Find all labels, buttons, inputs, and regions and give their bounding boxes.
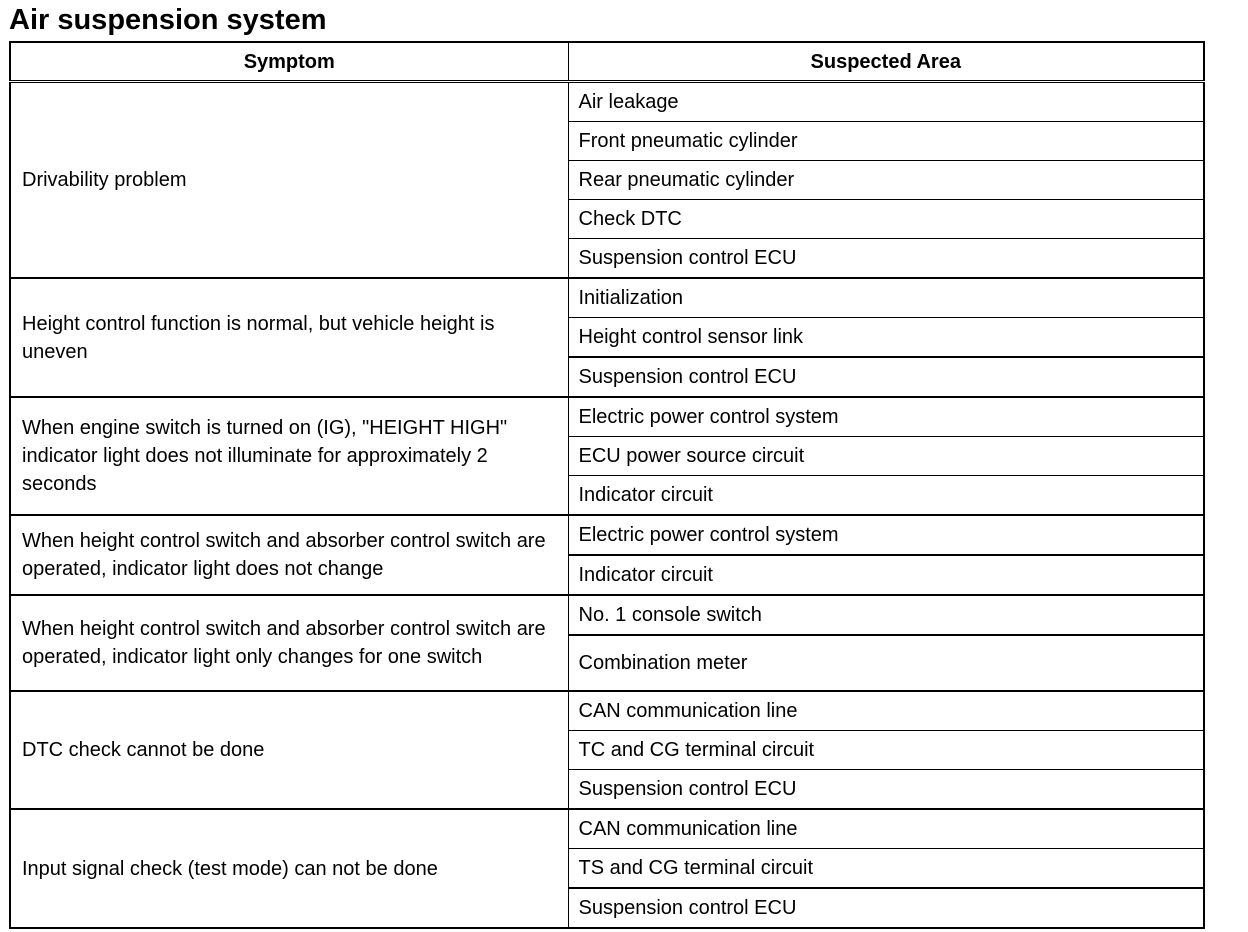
symptom-cell: Height control function is normal, but vehicle height is uneven xyxy=(10,278,568,397)
symptom-cell: Input signal check (test mode) can not be done xyxy=(10,809,568,928)
suspected-area-cell: CAN communication line xyxy=(568,691,1204,731)
table-row xyxy=(10,809,1204,849)
symptom-cell: Drivability problem xyxy=(10,82,568,279)
table-row xyxy=(10,278,1204,318)
suspected-area-cell: Height control sensor link xyxy=(568,318,1204,358)
suspected-area-cell: TS and CG terminal circuit xyxy=(568,849,1204,889)
suspected-area-cell: Electric power control system xyxy=(568,397,1204,437)
page-title: Air suspension system xyxy=(9,4,327,36)
suspected-area-cell: No. 1 console switch xyxy=(568,595,1204,635)
suspected-area-cell: Rear pneumatic cylinder xyxy=(568,161,1204,200)
symptom-cell: DTC check cannot be done xyxy=(10,691,568,809)
suspected-area-cell: Initialization xyxy=(568,278,1204,318)
suspected-area-cell: Front pneumatic cylinder xyxy=(568,122,1204,161)
header-row xyxy=(10,42,1204,82)
table-row xyxy=(10,691,1204,731)
suspected-area-cell: Suspension control ECU xyxy=(568,357,1204,397)
suspected-area-cell: Suspension control ECU xyxy=(568,239,1204,279)
suspected-area-column-header: Suspected Area xyxy=(568,42,1204,82)
suspected-area-cell: Air leakage xyxy=(568,82,1204,122)
suspected-area-cell: CAN communication line xyxy=(568,809,1204,849)
problem-symptoms-table xyxy=(9,41,1205,929)
suspected-area-cell: Suspension control ECU xyxy=(568,888,1204,928)
table-row xyxy=(10,82,1204,122)
table-row xyxy=(10,397,1204,437)
symptom-cell: When engine switch is turned on (IG), "HEIGHT HIGH" indicator light does not illuminate for approximately 2 seconds xyxy=(10,397,568,515)
suspected-area-cell: ECU power source circuit xyxy=(568,437,1204,476)
suspected-area-cell: TC and CG terminal circuit xyxy=(568,731,1204,770)
table-row xyxy=(10,595,1204,635)
suspected-area-cell: Suspension control ECU xyxy=(568,770,1204,810)
symptom-cell: When height control switch and absorber control switch are operated, indicator light only changes for one switch xyxy=(10,595,568,691)
symptom-cell: When height control switch and absorber control switch are operated, indicator light does not change xyxy=(10,515,568,595)
table-row xyxy=(10,515,1204,555)
suspected-area-cell: Indicator circuit xyxy=(568,555,1204,595)
suspected-area-cell: Electric power control system xyxy=(568,515,1204,555)
suspected-area-cell: Combination meter xyxy=(568,635,1204,691)
suspected-area-cell: Indicator circuit xyxy=(568,476,1204,516)
symptom-column-header: Symptom xyxy=(10,42,568,82)
suspected-area-cell: Check DTC xyxy=(568,200,1204,239)
